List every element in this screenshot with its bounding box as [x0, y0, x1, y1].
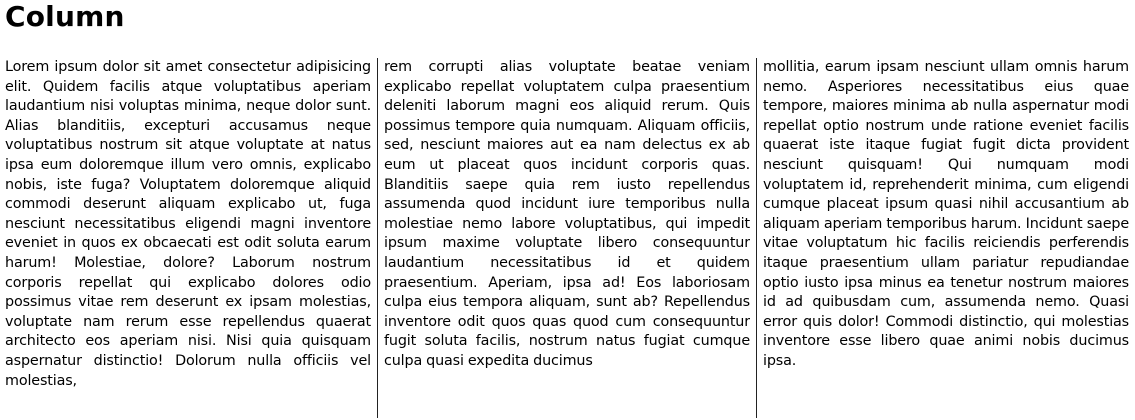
column-2-text: rem corrupti alias voluptate beatae veniam explicabo repellat voluptatem culpa praesentium deleniti laborum magni eos aliquid rerum. Quis possimus tempore quia numquam. Aliquam officiis, sed, nesciunt maiores aut ea nam delectus ex ab eum ut placeat quos incidunt corporis quas. Blanditiis saepe quia rem iusto repellendus assumenda quod incidunt iure temporibus nulla molestiae nemo labore voluptatibus, qui impedit ipsum maxime voluptate libero consequuntur laudantium necessitatibus id et quidem praesentium. Aperiam, ipsa ad! Eos laboriosam culpa eius tempora aliquam, sunt ab? Repellendus inventore odit quos quas quod cum consequuntur fugit soluta facilis, nostrum natus fugiat cumque culpa quasi expedita ducimus	[384, 59, 750, 369]
column-divider-1	[371, 58, 384, 418]
column-1-text: Lorem ipsum dolor sit amet consectetur adipisicing elit. Quidem facilis atque voluptatibus aperiam laudantium nisi voluptas minima, neque dolor sunt. Alias blanditiis, excepturi accusamus neque voluptatibus nostrum sit atque voluptate at natus ipsa eum doloremque illum vero omnis, explicabo nobis, iste fuga? Voluptatem doloremque aliquid commodi deserunt aliquam explicabo ut, fuga nesciunt necessitatibus eligendi magni inventore eveniet in quos ex obcaecati est odit soluta earum harum! Molestiae, dolore? Laborum nostrum corporis repellat qui explicabo dolores odio possimus vitae rem deserunt ex ipsam molestias, voluptate nam rerum esse repellendus quaerat architecto eos aperiam nisi. Nisi quia quisquam aspernatur distinctio! Dolorum nulla officiis vel molestias,	[5, 59, 371, 389]
column-layout	[5, 58, 1129, 418]
page-title: Column	[5, 0, 125, 33]
column-divider-2	[750, 58, 763, 418]
column-3-text: mollitia, earum ipsam nesciunt ullam omnis harum nemo. Asperiores necessitatibus eius quae tempore, maiores minima ab nulla aspernatur modi repellat optio nostrum unde ratione eveniet facilis quaerat iste itaque fugiat fugit dicta provident nesciunt quisquam! Qui numquam modi voluptatem id, reprehenderit minima, cum eligendi cumque placeat ipsum quasi nihil accusantium ab aliquam aperiam temporibus harum. Incidunt saepe vitae voluptatum hic facilis reiciendis perferendis itaque praesentium ullam pariatur repudiandae optio iusto ipsa minus ea tenetur nostrum maiores id ad quibusdam cum, assumenda nemo. Quasi error quis dolor! Commodi distinctio, qui molestias inventore esse libero quae animi nobis ducimus ipsa.	[763, 59, 1129, 369]
